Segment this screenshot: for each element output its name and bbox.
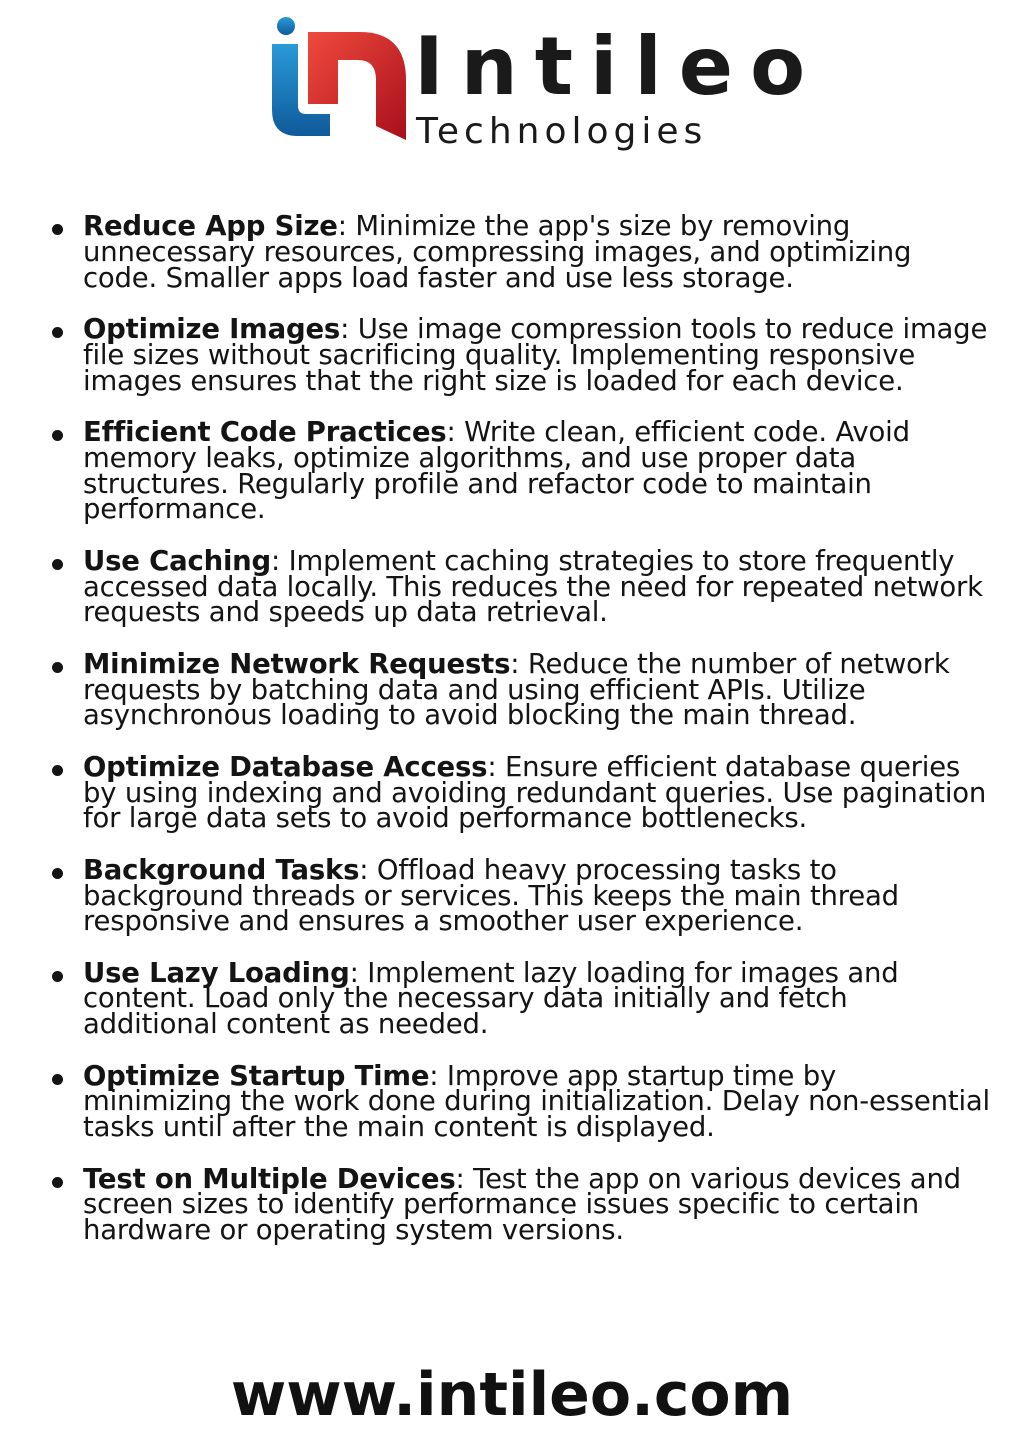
list-item — [0, 312, 1024, 397]
intileo-logo — [268, 16, 823, 152]
bullet-icon — [52, 327, 63, 338]
list-item — [0, 750, 1024, 835]
tip-title: Reduce App Size — [83, 210, 338, 242]
list-item — [0, 1059, 1024, 1144]
tip-title: Optimize Images — [83, 312, 341, 345]
list-item — [0, 853, 1024, 938]
tip-text: : Offload heavy processing tasks to background threads or services. This keeps the main thread responsive and ensures a smoother user experience. — [83, 853, 899, 938]
list-item — [0, 1162, 1024, 1247]
tip-text: : Write clean, efficient code. Avoid memory leaks, optimize algorithms, and use proper data structures. Regularly profile and refactor code to maintain performance. — [83, 415, 910, 526]
tip-text: : Implement lazy loading for images and content. Load only the necessary data initially and fetch additional content as needed. — [83, 956, 899, 1041]
bullet-icon — [52, 224, 63, 235]
tip-title: Minimize Network Requests — [83, 647, 511, 680]
list-item — [0, 956, 1024, 1041]
list-item — [0, 210, 1024, 294]
list-item — [0, 415, 1024, 526]
tip-text: : Use image compression tools to reduce image file sizes without sacrificing quality. Implementing responsive images ensures that the right size is loaded for each device. — [83, 312, 988, 397]
tip-text: : Reduce the number of network requests by batching data and using efficient APIs. Utilize asynchronous loading to avoid blocking the main thread. — [83, 647, 950, 732]
tips-list — [0, 210, 1024, 1270]
tip-title: Test on Multiple Devices — [83, 1162, 456, 1195]
list-item — [0, 647, 1024, 732]
brand-tagline: Technologies — [416, 111, 708, 152]
list-item — [0, 544, 1024, 629]
tip-title: Efficient Code Practices — [83, 415, 447, 448]
website-link[interactable]: www.intileo.com — [230, 1360, 794, 1430]
tip-title: Optimize Database Access — [83, 750, 488, 783]
tip-title: Background Tasks — [83, 853, 360, 886]
tip-title: Use Lazy Loading — [83, 956, 350, 989]
bullet-icon — [52, 765, 63, 776]
in-monogram-icon — [268, 16, 418, 146]
tip-text: : Implement caching strategies to store frequently accessed data locally. This reduces the need for repeated network requests and speeds up data retrieval. — [83, 544, 983, 629]
bullet-icon — [52, 1177, 63, 1188]
bullet-icon — [52, 1074, 63, 1085]
tip-text: : Ensure efficient database queries by using indexing and avoiding redundant queries. Use pagination for large data sets to avoid performance bottlenecks. — [83, 750, 987, 835]
brand-name: Intileo — [414, 20, 823, 113]
bullet-icon — [52, 559, 63, 570]
tip-text: : Minimize the app's size by removing unnecessary resources, compressing images, and optimizing code. Smaller apps load faster and use less storage. — [83, 210, 912, 294]
bullet-icon — [52, 868, 63, 879]
bullet-icon — [52, 662, 63, 673]
bullet-icon — [52, 430, 63, 441]
tip-text: : Improve app startup time by minimizing the work done during initialization. Delay non-essential tasks until after the main content is displayed. — [83, 1059, 990, 1144]
tip-title: Optimize Startup Time — [83, 1059, 430, 1092]
tip-text: : Test the app on various devices and screen sizes to identify performance issues specific to certain hardware or operating system versions. — [83, 1162, 961, 1247]
bullet-icon — [52, 971, 63, 982]
tip-title: Use Caching — [83, 544, 272, 577]
